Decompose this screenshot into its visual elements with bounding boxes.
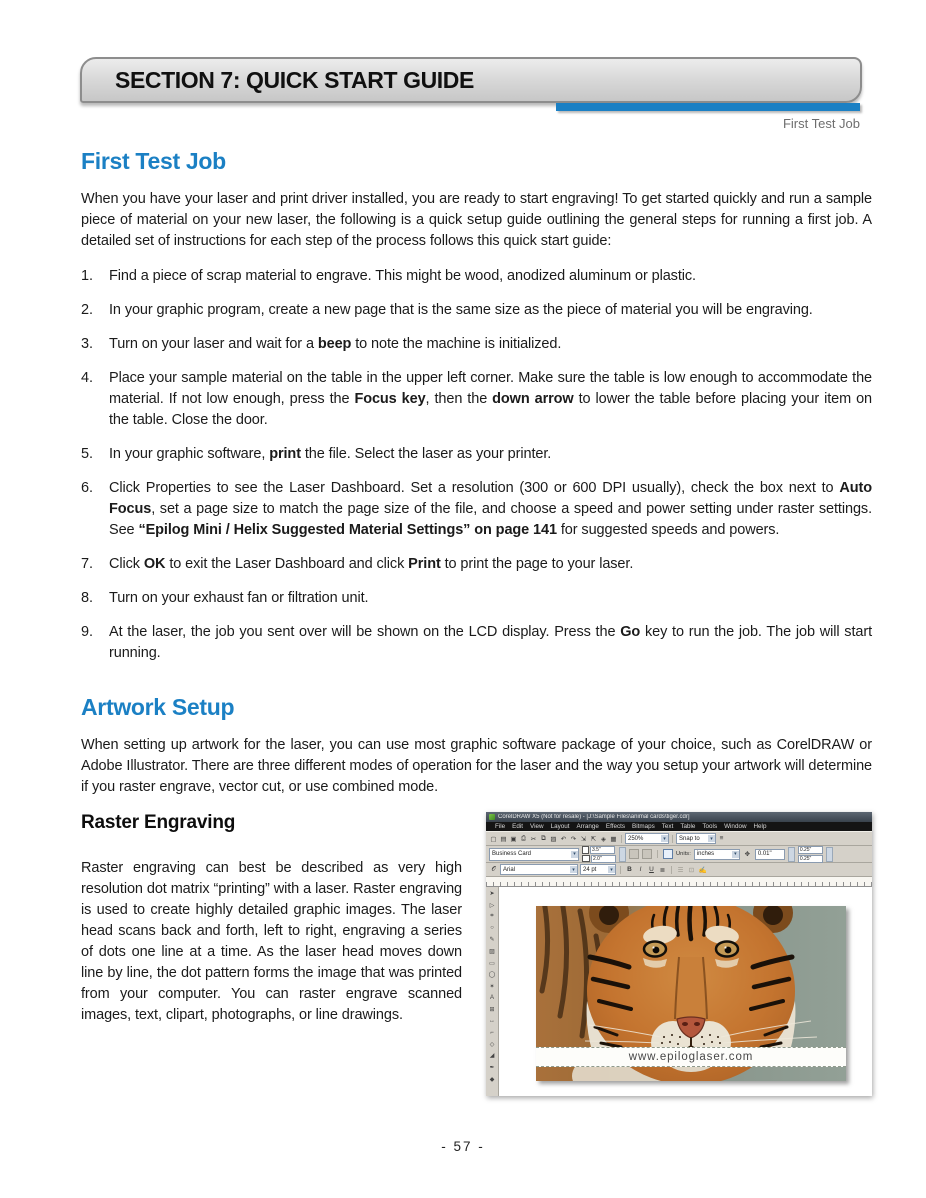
eyedropper-tool-icon[interactable]: ◢ [489,1053,495,1060]
portrait-button[interactable] [629,849,639,859]
step-text: Click Properties to see the Laser Dashboard. Set a resolution (300 or 600 DPI usually), check the box next to Auto Focus, set a page size to match the page size of the file, and choose a speed and power setting under raster settings. See “Epilog Mini / Helix Suggested Material Settings” on page 141 for suggested speeds and powers. [109,480,872,538]
text-alignment-icon[interactable]: ≣ [659,866,666,874]
step-text: Turn on your laser and wait for a beep to note the machine is initialized. [109,336,562,352]
units-combo[interactable]: inches ▾ [694,849,740,860]
breadcrumb: First Test Job [782,116,860,131]
nudge-icon: ✥ [744,851,751,858]
toolbar-separator [671,866,672,874]
units-label: Units: [676,851,691,857]
chevron-down-icon[interactable]: ▾ [570,866,577,873]
coreldraw-workspace [486,887,872,1096]
step-item [81,588,872,609]
chevron-down-icon[interactable]: ▾ [661,835,668,842]
nudge-distance-field[interactable]: 0.01" [755,849,785,860]
welcome-screen-icon[interactable]: ▦ [610,835,617,843]
step-number: 2. [81,302,93,318]
duplicate-y-field[interactable]: 0.25" [798,855,823,863]
toolbar-separator [621,835,622,843]
current-page-button[interactable] [663,849,673,859]
step-item [81,444,872,465]
step-item [81,554,872,575]
section-banner [80,57,862,103]
coreldraw-app-icon [489,814,495,820]
shape-tool-icon[interactable]: ▷ [489,902,495,909]
menu-item[interactable]: File [495,823,506,830]
basic-shapes-tool-icon[interactable]: ◇ [489,1041,495,1048]
artwork-setup-paragraph: When setting up artwork for the laser, you can use most graphic software package of your choice, such as CorelDRAW or Adobe Illustrator. There are three different modes of operation for the laser and the way you setup your artwork will determine if you raster engrave, vector cut, or use combined mode. [81,737,872,795]
pick-tool-icon[interactable]: ➤ [489,891,495,897]
landscape-page-icon [582,855,590,862]
step-item [81,368,872,431]
fill-tool-icon[interactable]: ◆ [489,1076,495,1083]
step-number: 7. [81,556,93,572]
coreldraw-property-bar [486,846,872,863]
duplicate-spinner[interactable] [826,847,833,862]
menu-item[interactable]: Arrange [576,823,599,830]
toolbar-separator [657,850,658,858]
step-item [81,478,872,541]
quick-start-steps [81,266,872,664]
drop-cap-icon[interactable]: ⊡ [688,866,695,874]
toolbar-separator [620,866,621,874]
intro-paragraph: When you have your laser and print driver installed, you are ready to start engraving! To get started quickly and run a sample piece of material on your new laser, the following is a quick setup guide outlining the general steps for running a first job. A detailed set of instructions for each step of the process follows this quick start guide: [81,191,872,249]
text-tool-icon[interactable]: A [489,994,494,1001]
nudge-spinner[interactable] [788,847,795,862]
duplicate-distance [798,846,823,863]
cut-icon[interactable]: ✂ [530,835,537,843]
watermark-band [536,1047,846,1067]
ellipse-tool-icon[interactable]: ◯ [488,972,496,979]
chevron-down-icon[interactable]: ▾ [608,866,615,873]
horizontal-ruler[interactable] [486,877,872,887]
step-text: Place your sample material on the table in the upper left corner. Make sure the table is low enough to accommodate the material. If not low enough, press the Focus key, then the down arrow to lower the table before placing your item on the table. Close the door. [109,370,872,428]
step-text: Click OK to exit the Laser Dashboard and click Print to print the page to your laser. [109,556,634,572]
freehand-tool-icon[interactable]: ✎ [489,937,495,944]
step-text: In your graphic software, print the file. Select the laser as your printer. [109,446,552,462]
step-text: In your graphic program, create a new page that is the same size as the piece of material you will be engraving. [109,302,813,318]
coreldraw-standard-toolbar [486,831,872,846]
application-launcher-icon[interactable]: ◈ [601,835,606,843]
step-number: 6. [81,480,93,496]
save-icon[interactable]: ▣ [510,835,517,843]
outline-pen-icon[interactable]: ✒ [489,1064,495,1071]
toolbar-separator [672,835,673,843]
step-number: 5. [81,446,93,462]
duplicate-x-field[interactable]: 0.25" [798,846,823,854]
open-icon[interactable]: ▤ [500,835,507,843]
step-number: 4. [81,370,93,386]
coreldraw-window-title: CorelDRAW X5 (Not for resale) - [J:\Sample Files\animal cards\tiger.cdr] [498,814,690,820]
menu-item[interactable]: Effects [605,823,626,830]
chevron-down-icon[interactable]: ▾ [732,851,739,858]
first-test-job-heading: First Test Job [81,148,226,174]
menu-item[interactable]: Tools [702,823,718,830]
step-text: Find a piece of scrap material to engrave. This might be wood, anodized aluminum or plastic. [109,268,696,284]
landscape-button[interactable] [642,849,652,859]
polygon-tool-icon[interactable]: ✶ [489,983,495,990]
zoom-level-combo[interactable]: 250% ▾ [625,833,669,844]
page-content [81,148,872,1096]
font-size-combo[interactable]: 24 pt ▾ [580,864,616,875]
portrait-page-icon [582,846,589,854]
menu-item[interactable]: Bitmaps [632,823,655,830]
paste-icon[interactable]: ▨ [550,835,557,843]
copy-icon[interactable]: ⧉ [541,834,546,842]
options-icon[interactable]: ≡ [719,835,724,842]
font-list-icon: 𝒪 [491,865,496,873]
two-column-section [81,812,872,1096]
bold-icon[interactable]: B [627,866,632,873]
coreldraw-menubar [486,822,872,831]
page-height-field[interactable]: 2.0" [591,855,616,863]
raster-engraving-column [81,812,462,1026]
coreldraw-canvas[interactable] [499,887,872,1096]
bullet-list-icon[interactable]: ☰ [677,866,684,874]
menu-item[interactable]: Layout [550,823,570,830]
page-dimensions [582,846,616,863]
page-width-field[interactable]: 3.5" [590,846,615,854]
edit-text-icon[interactable]: ✍ [698,866,707,874]
crop-tool-icon[interactable]: ⌗ [490,913,494,920]
redo-icon[interactable]: ↷ [570,835,577,843]
chevron-down-icon[interactable]: ▾ [571,851,578,858]
menu-item[interactable]: Window [724,823,747,830]
coreldraw-titlebar [486,812,872,822]
watermark-text: www.epiloglaser.com [628,1051,754,1063]
menu-item[interactable]: Edit [512,823,524,830]
step-number: 9. [81,624,93,640]
table-tool-icon[interactable]: ⊞ [489,1006,495,1013]
step-number: 8. [81,590,93,606]
font-family-combo[interactable]: Arial ▾ [500,864,578,875]
menu-item[interactable]: Text [661,823,674,830]
export-icon[interactable]: ⇱ [590,835,597,843]
raster-engraving-heading: Raster Engraving [81,812,236,833]
step-item [81,300,872,321]
new-document-icon[interactable]: ▢ [490,835,497,843]
print-icon[interactable]: ⎙ [520,834,527,842]
dimension-tool-icon[interactable]: ↔ [489,1018,495,1025]
step-number: 1. [81,268,93,284]
snap-to-combo[interactable]: Snap to ▾ [676,833,716,844]
artwork-setup-heading: Artwork Setup [81,694,235,720]
coreldraw-toolbox [486,887,499,1096]
menu-item[interactable]: View [530,823,544,830]
preset-destination-combo[interactable]: Business Card ▾ [489,848,579,861]
chevron-down-icon[interactable]: ▾ [708,835,715,842]
raster-engraving-paragraph: Raster engraving can best be described as very high resolution dot matrix “printing” with a laser. Raster engraving is used to create highly detailed graphic images. The laser head scans back and forth, left to right, engraving a series of dots one line at a time. As the laser head moves down line by line, the dot pattern forms the image that was printed from your computer. You can raster engrave scanned images, text, clipart, photographs, or line drawings. [81,860,462,1023]
menu-item[interactable]: Help [753,823,767,830]
tiger-image [536,906,846,1081]
zoom-tool-icon[interactable]: ○ [490,925,494,932]
import-icon[interactable]: ⇲ [580,835,587,843]
header-accent-bar [556,103,860,111]
page-number: - 57 - [441,1139,485,1154]
step-number: 3. [81,336,93,352]
menu-item[interactable]: Table [680,823,696,830]
smart-fill-tool-icon[interactable]: ▨ [489,948,495,955]
step-item [81,334,872,355]
step-item [81,266,872,287]
undo-icon[interactable]: ↶ [560,835,567,843]
coreldraw-screenshot [486,812,872,1096]
step-item [81,622,872,664]
underline-icon[interactable]: U [649,866,654,873]
connector-tool-icon[interactable]: ⌐ [490,1029,494,1036]
coreldraw-text-toolbar [486,863,872,877]
rectangle-tool-icon[interactable]: ▭ [489,960,495,967]
step-text: At the laser, the job you sent over will be shown on the LCD display. Press the Go key to run the job. The job will start running. [109,624,873,661]
section-banner-title: SECTION 7: QUICK START GUIDE [115,66,474,93]
italic-icon[interactable]: I [639,866,642,873]
step-text: Turn on your exhaust fan or filtration unit. [109,590,369,606]
dimension-spinner[interactable] [619,847,626,862]
